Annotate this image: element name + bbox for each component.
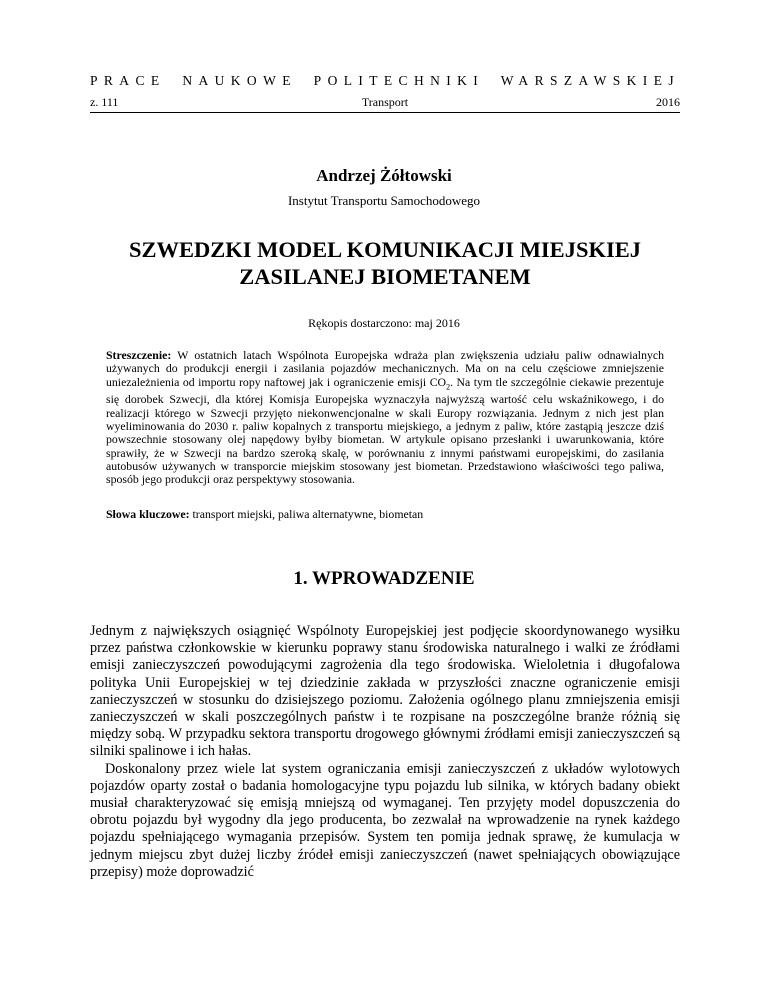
issue-number: z. 111 bbox=[90, 95, 119, 109]
body-paragraph-1: Jednym z największych osiągnięć Wspólnoty Europejskiej jest podjęcie skoordynowanego wysiłku przez państwa członkowskie w kierunku poprawy stanu środowiska naturalnego i walki ze źródłami emisji zanieczyszczeń powodującymi zagrożenia dla tego środowiska. Wieloletnia i długofalowa polityka Unii Europejskiej w tej dziedzinie zakłada w przyszłości znaczne ograniczenie emisji zanieczyszczeń w stosunku do dzisiejszego poziomu. Założenia ogólnego planu zmniejszenia emisji zanieczyszczeń w skali poszczególnych państw i te rozpisane na poszczególne branże różnią się między sobą. W przypadku sektora transportu drogowego głównymi źródłami emisji zanieczyszczeń są silniki spalinowe i ich hałas. bbox=[90, 623, 680, 760]
abstract bbox=[106, 349, 664, 487]
abstract-text-2: . Na tym tle szczególnie ciekawie prezentuje się dorobek Szwecji, dla której Komisja Europejska wyznaczyła najwyższą wartość celu wskaźnikowego, i do realizacji którego w Szwecji przyjęto niekonwencjonalne w skali Europy rozwiązania. Jednym z nich jest plan wyeliminowania do 2030 r. paliw kopalnych z transportu miejskiego, a jednym z paliw, które zastąpią jeszcze dziś powszechnie stosowany olej napędowy byłby biometan. W artykule opisano przesłanki i uwarunkowania, które sprawiły, że w Szwecji na bardzo szeroką skalę, w porównaniu z innymi państwami europejskimi, do zasilania autobusów używanych w transporcie miejskim stosowany jest biometan. Przedstawiono właściwości tego paliwa, sposób jego produkcji oraz perspektywy stosowania. bbox=[106, 374, 664, 487]
abstract-label: Streszczenie: bbox=[106, 348, 172, 362]
paper-title bbox=[90, 236, 680, 290]
journal-series: Transport bbox=[361, 95, 409, 109]
body-paragraph-2: Doskonalony przez wiele lat system ograniczania emisji zanieczyszczeń z układów wylotowych pojazdów oparty został o badania homologacyjne typu pojazdu lub silnika, w których badany obiekt musiał charakteryzować się emisją mniejszą od wymaganej. Ten przyjęty model dopuszczenia do obrotu pojazdu był wygodny dla jego producenta, bo zezwalał na wprowadzenie na rynek każdego pojazdu spełniającego wymagania przepisów. System ten pomija jednak sprawę, że kumulacja w jednym miejscu zbyt dużej liczby źródeł emisji zanieczyszczeń (nawet spełniających obowiązujące przepisy) może doprowadzić bbox=[90, 760, 680, 880]
paper-title-line-2: ZASILANEJ BIOMETANEM bbox=[239, 264, 531, 289]
journal-meta-row bbox=[90, 95, 680, 109]
paper-title-line-1: SZWEDZKI MODEL KOMUNIKACJI MIEJSKIEJ bbox=[129, 237, 641, 262]
keywords bbox=[106, 508, 664, 521]
received-date: Rękopis dostarczono: maj 2016 bbox=[308, 316, 460, 330]
publication-year: 2016 bbox=[656, 95, 680, 109]
author-name: Andrzej Żółtowski bbox=[316, 166, 452, 185]
keywords-label: Słowa kluczowe: bbox=[106, 507, 190, 521]
journal-title: PRACE NAUKOWE POLITECHNIKI WARSZAWSKIEJ bbox=[90, 73, 680, 88]
header-rule bbox=[90, 112, 680, 113]
body-text bbox=[90, 623, 680, 881]
keywords-text: transport miejski, paliwa alternatywne, biometan bbox=[189, 507, 424, 521]
co2-subscript: 2 bbox=[446, 382, 451, 392]
abstract-text-1: W ostatnich latach Wspólnota Europejska wdraża plan zwiększenia udziału paliw odnawialnych używanych do produkcji energii i zasilania pojazdów mechanicznych. Ma on na celu częściowe zmniejszenie uniezależnienia od importu ropy naftowej jak i ograniczenie emisji CO bbox=[106, 348, 664, 389]
section-heading: 1. WPROWADZENIE bbox=[293, 568, 475, 589]
author-affiliation: Instytut Transportu Samochodowego bbox=[287, 193, 481, 208]
